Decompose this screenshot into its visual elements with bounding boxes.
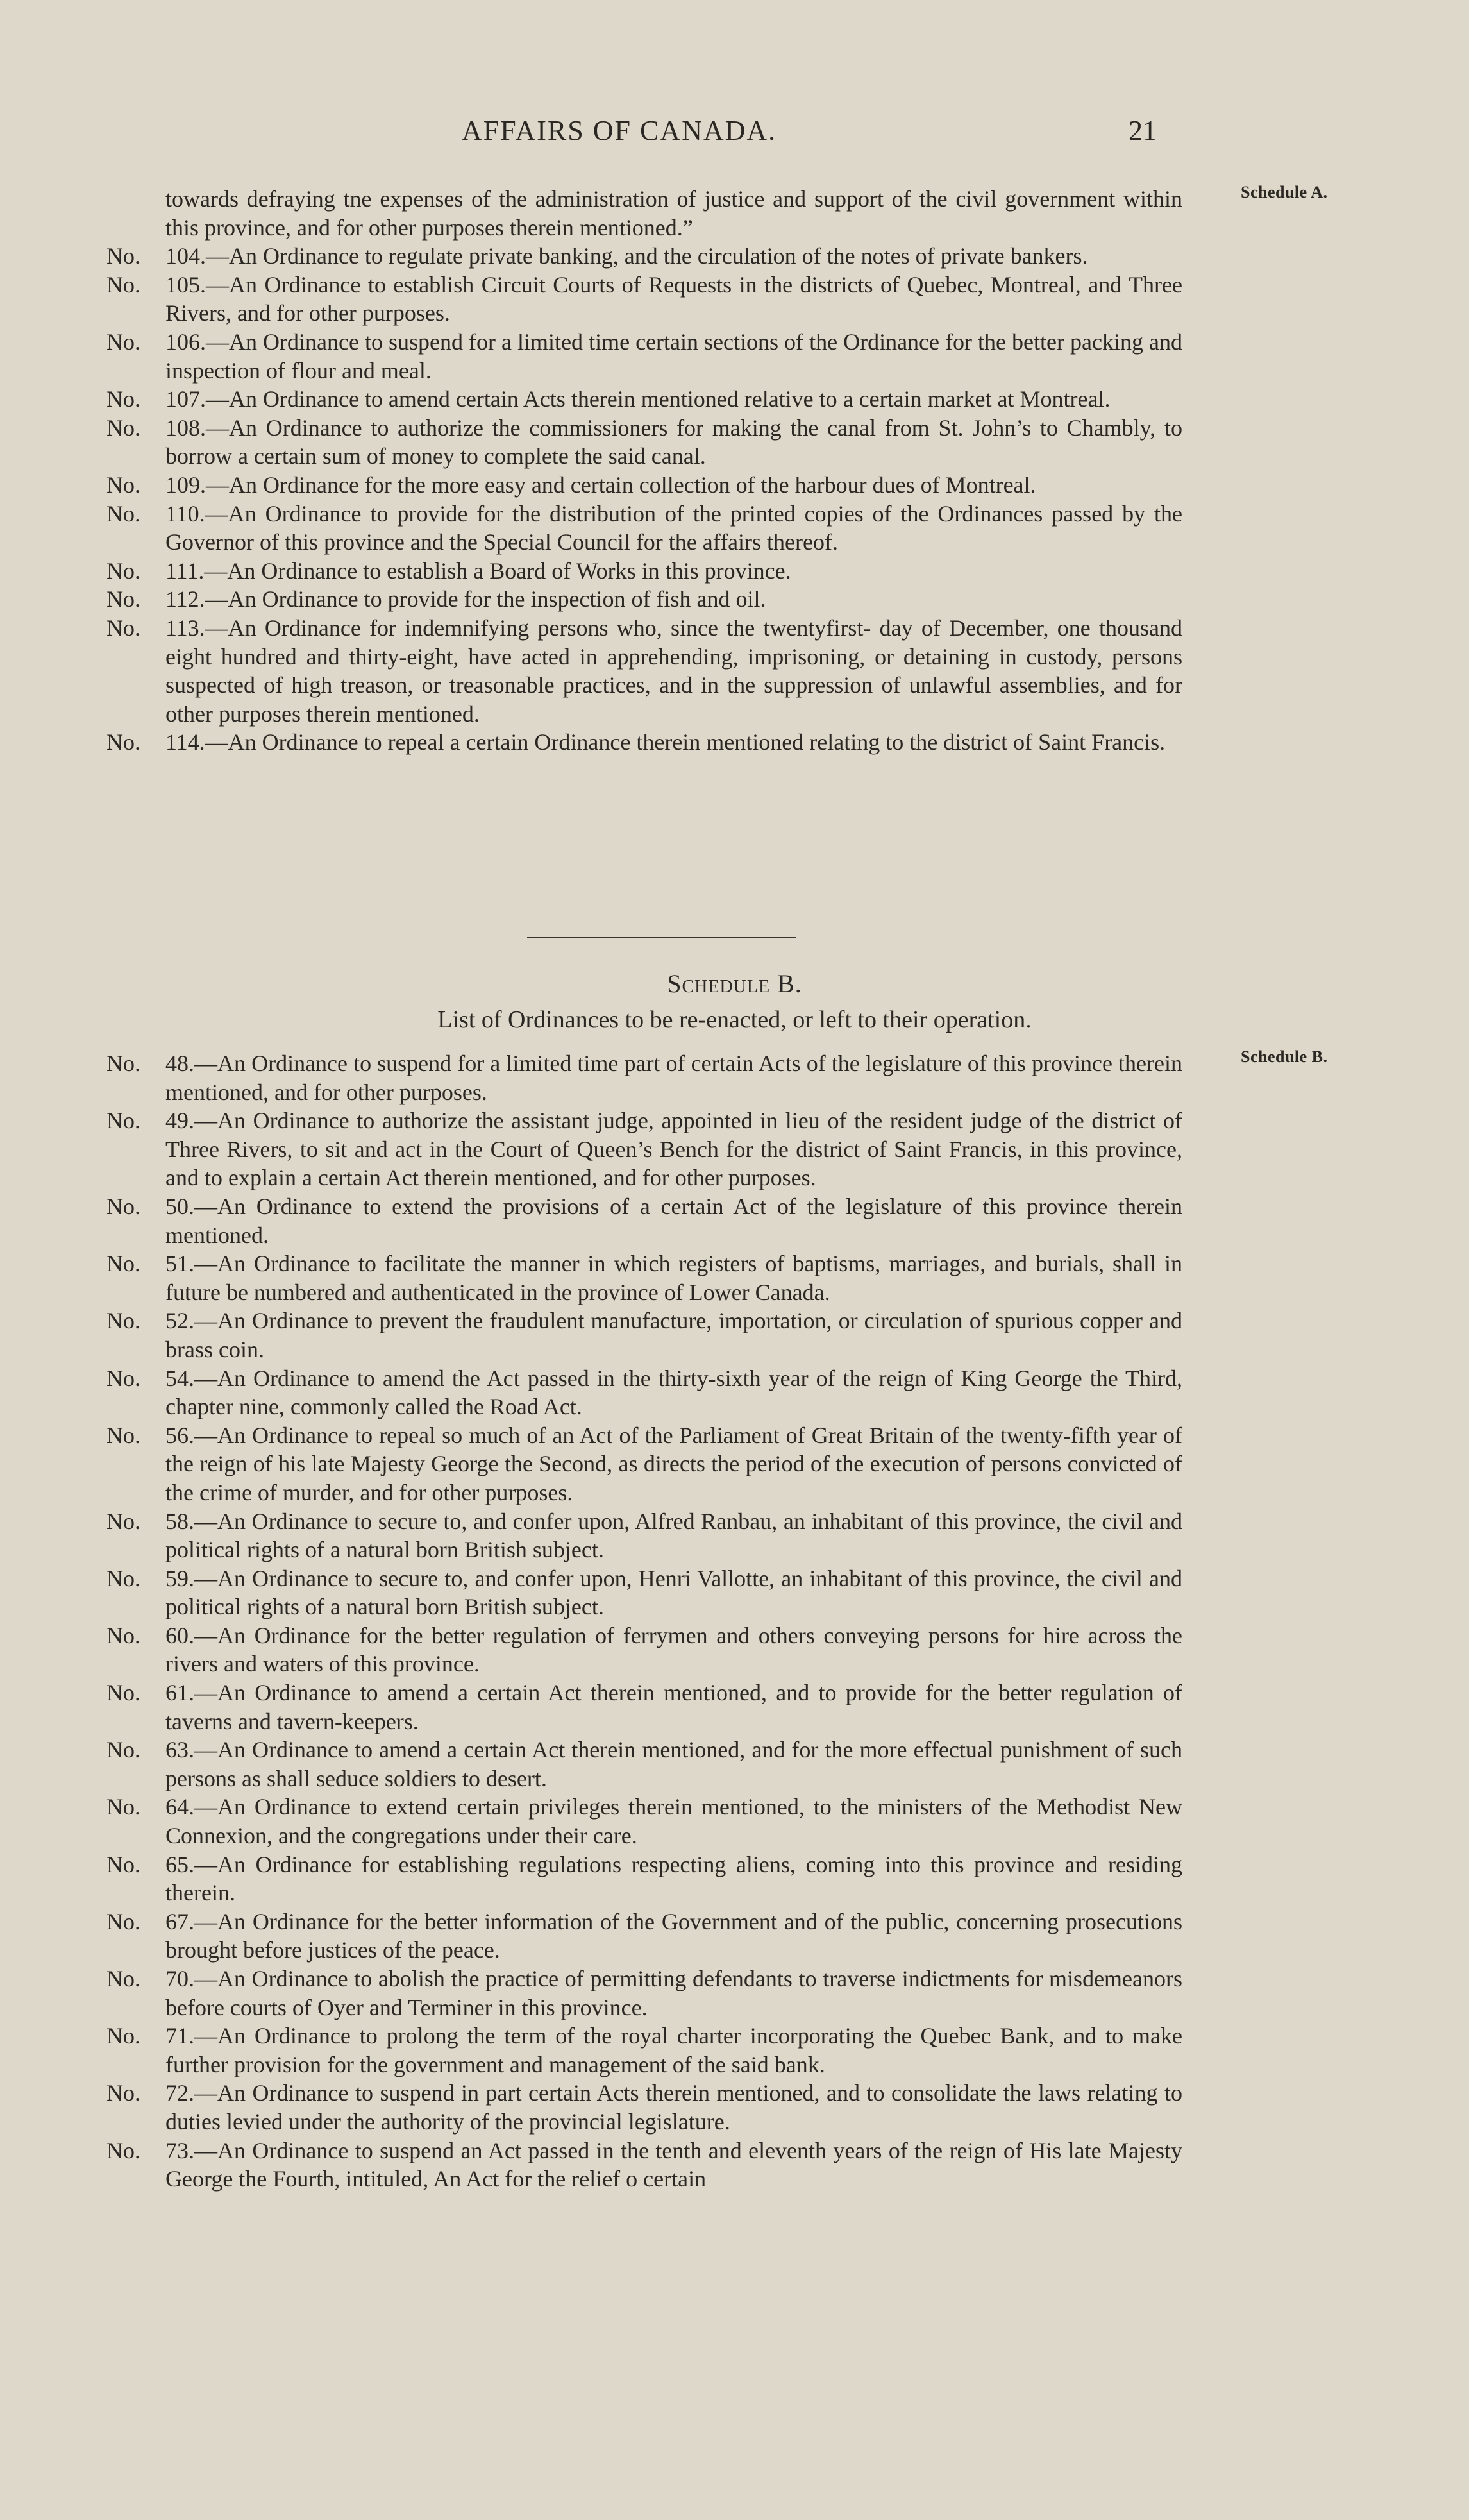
entry-number-label: No. [106,1680,140,1706]
entry-text: 108.—An Ordinance to authorize the commissioners for making the canal from St. John’s to Chambly, to borrow a certain sum of money to complete the said canal. [165,414,1182,469]
entry-text: 52.—An Ordinance to prevent the fraudulent manufacture, importation, or circulation of spurious copper and brass coin. [165,1308,1182,1362]
entry-text: 70.—An Ordinance to abolish the practice of permitting defendants to traverse indictments for misdemeanors before courts of Oyer and Terminer in this province. [165,1966,1182,2020]
entry-text: 60.—An Ordinance for the better regulation of ferrymen and others conveying persons for hire across the rivers and waters of this province. [165,1622,1182,1677]
margin-note-schedule-a: Schedule A. [1241,183,1328,201]
entry-number-label: No. [106,500,140,527]
entry-number-label: No. [106,414,140,441]
entry-text: 111.—An Ordinance to establish a Board of Works in this province. [165,557,791,584]
entry-text: 110.—An Ordinance to provide for the distribution of the printed copies of the Ordinances passed by the Governor of this province and the Special Council for the affairs thereof. [165,500,1182,555]
schedule-a-list [106,185,1182,757]
ordinance-entry [106,1564,1182,1621]
ordinance-entry [106,557,1182,586]
entry-text: 56.—An Ordinance to repeal so much of an Act of the Parliament of Great Britain of the twenty-fifth year of the reign of his late Majesty George the Second, as directs the period of the execution of persons convicted of the crime of murder, and for other purposes. [165,1422,1182,1505]
entry-text: 48.—An Ordinance to suspend for a limited time part of certain Acts of the legislature of this province therein mentioned, and for other purposes. [165,1051,1182,1105]
entry-number-label: No. [106,1966,140,1991]
ordinance-entry [106,242,1182,271]
ordinance-entry [106,1307,1182,1364]
page-number: 21 [1129,115,1157,146]
ordinance-entry [106,1364,1182,1421]
ordinance-entry [106,1507,1182,1564]
ordinance-entry [106,385,1182,414]
entry-number-label: No. [106,586,140,613]
ordinance-entry [106,728,1182,757]
entry-number-label: No. [106,2023,140,2049]
entry-text: 73.—An Ordinance to suspend an Act passed in the tenth and eleventh years of the reign of His late Majesty George the Fourth, intituled, An Act for the relief o certain [165,2137,1182,2192]
entry-text: 65.—An Ordinance for establishing regulations respecting aliens, coming into this province and residing therein. [165,1851,1182,1906]
entry-text: 109.—An Ordinance for the more easy and certain collection of the harbour dues of Montreal. [165,471,1036,498]
ordinance-entry [106,1850,1182,1907]
margin-note-schedule-b: Schedule B. [1241,1047,1328,1066]
entry-number-label: No. [106,557,140,584]
entry-text: 114.—An Ordinance to repeal a certain Ordinance therein mentioned relating to the district of Saint Francis. [165,729,1166,756]
ordinance-entry [106,1679,1182,1736]
entry-text: 72.—An Ordinance to suspend in part certain Acts therein mentioned, and to consolidate the laws relating to duties levied under the authority of the provincial legislature. [165,2080,1182,2135]
section-divider [527,937,796,938]
entry-number-label: No. [106,328,140,355]
entry-number-label: No. [106,271,140,298]
entry-text: 105.—An Ordinance to establish Circuit Courts of Requests in the districts of Quebec, Montreal, and Three Rivers, and for other purposes. [165,271,1182,326]
ordinance-entry [106,1249,1182,1307]
entry-number-label: No. [106,1794,140,1820]
entry-text: 113.—An Ordinance for indemnifying persons who, since the twentyfirst- day of December, one thousand eight hundred and thirty-eight, have acted in apprehending, imprisoning, or detaining in custody, persons suspected of high treason, or treasonable practices, and in the suppression of unlawful assemblies, and for other purposes therein mentioned. [165,614,1182,727]
entry-number-label: No. [106,1051,140,1076]
ordinance-entry [106,614,1182,728]
entry-number-label: No. [106,1108,140,1134]
schedule-b-heading: Schedule B. [667,969,802,998]
entry-text: 49.—An Ordinance to authorize the assistant judge, appointed in lieu of the resident judge of the district of Three Rivers, to sit and act in the Court of Queen’s Bench for the district of Saint Francis, in this province, and to explain a certain Act therein mentioned, and for other purposes. [165,1108,1182,1191]
ordinance-entry [106,1421,1182,1507]
ordinance-entry [106,1049,1182,1106]
ordinance-entry [106,271,1182,328]
entry-number-label: No. [106,1737,140,1763]
ordinance-entry [106,1793,1182,1850]
entry-number-label: No. [106,1508,140,1534]
entry-text: 67.—An Ordinance for the better information of the Government and of the public, concerning prosecutions brought before justices of the peace. [165,1908,1182,1963]
entry-text: 61.—An Ordinance to amend a certain Act therein mentioned, and to provide for the better regulation of taverns and tavern-keepers. [165,1680,1182,1734]
entry-number-label: No. [106,1251,140,1277]
entry-number-label: No. [106,2080,140,2106]
ordinance-entry [106,500,1182,557]
ordinance-entry [106,1621,1182,1679]
entry-number-label: No. [106,471,140,498]
ordinance-entry [106,1106,1182,1192]
entry-number-label: No. [106,1308,140,1334]
entry-text: 64.—An Ordinance to extend certain privileges therein mentioned, to the ministers of the Methodist New Connexion, and the congregations under their care. [165,1794,1182,1849]
entry-number-label: No. [106,1365,140,1391]
ordinance-entry [106,2079,1182,2136]
entry-text: 112.—An Ordinance to provide for the inspection of fish and oil. [165,586,766,613]
entry-text: 63.—An Ordinance to amend a certain Act therein mentioned, and for the more effectual punishment of such persons as shall seduce soldiers to desert. [165,1737,1182,1791]
entry-text: 107.—An Ordinance to amend certain Acts therein mentioned relative to a certain market at Montreal. [165,386,1111,412]
schedule-b-subheading: List of Ordinances to be re-enacted, or left to their operation. [437,1006,1032,1033]
schedule-b-list [106,1049,1182,2194]
entry-number-label: No. [106,386,140,412]
schedule-a-entries [106,242,1182,757]
running-head [0,114,1469,153]
schedule-a-continuation: towards defraying tne expenses of the administration of justice and support of the civil government within this province, and for other purposes therein mentioned.” [165,186,1182,241]
ordinance-entry [106,414,1182,471]
entry-text: 104.—An Ordinance to regulate private banking, and the circulation of the notes of private bankers. [165,243,1088,269]
entry-number-label: No. [106,1565,140,1591]
entry-text: 58.—An Ordinance to secure to, and confer upon, Alfred Ranbau, an inhabitant of this province, the civil and political rights of a natural born British subject. [165,1508,1182,1563]
entry-text: 59.—An Ordinance to secure to, and confer upon, Henri Vallotte, an inhabitant of this province, the civil and political rights of a natural born British subject. [165,1565,1182,1620]
entry-number-label: No. [106,2137,140,2163]
ordinance-entry [106,2136,1182,2194]
ordinance-entry [106,585,1182,614]
entry-number-label: No. [106,1193,140,1219]
entry-text: 71.—An Ordinance to prolong the term of the royal charter incorporating the Quebec Bank, and to make further provision for the government and management of the said bank. [165,2023,1182,2077]
entry-number-label: No. [106,729,140,756]
entry-text: 50.—An Ordinance to extend the provisions of a certain Act of the legislature of this province therein mentioned. [165,1193,1182,1248]
entry-number-label: No. [106,243,140,269]
entry-number-label: No. [106,1422,140,1448]
ordinance-entry [106,471,1182,500]
ordinance-entry [106,1965,1182,2022]
entry-text: 54.—An Ordinance to amend the Act passed in the thirty-sixth year of the reign of King George the Third, chapter nine, commonly called the Road Act. [165,1365,1182,1420]
entry-text: 106.—An Ordinance to suspend for a limited time certain sections of the Ordinance for the better packing and inspection of flour and meal. [165,328,1182,384]
ordinance-entry [106,328,1182,385]
ordinance-entry [106,1907,1182,1965]
entry-text: 51.—An Ordinance to facilitate the manner in which registers of baptisms, marriages, and burials, shall in future be numbered and authenticated in the province of Lower Canada. [165,1251,1182,1305]
entry-number-label: No. [106,1851,140,1877]
ordinance-entry [106,1736,1182,1793]
entry-number-label: No. [106,614,140,641]
schedule-b-entries [106,1049,1182,2194]
running-title: AFFAIRS OF CANADA. [462,115,777,146]
ordinance-entry [106,1192,1182,1249]
entry-number-label: No. [106,1622,140,1648]
entry-number-label: No. [106,1908,140,1934]
ordinance-entry [106,2022,1182,2079]
